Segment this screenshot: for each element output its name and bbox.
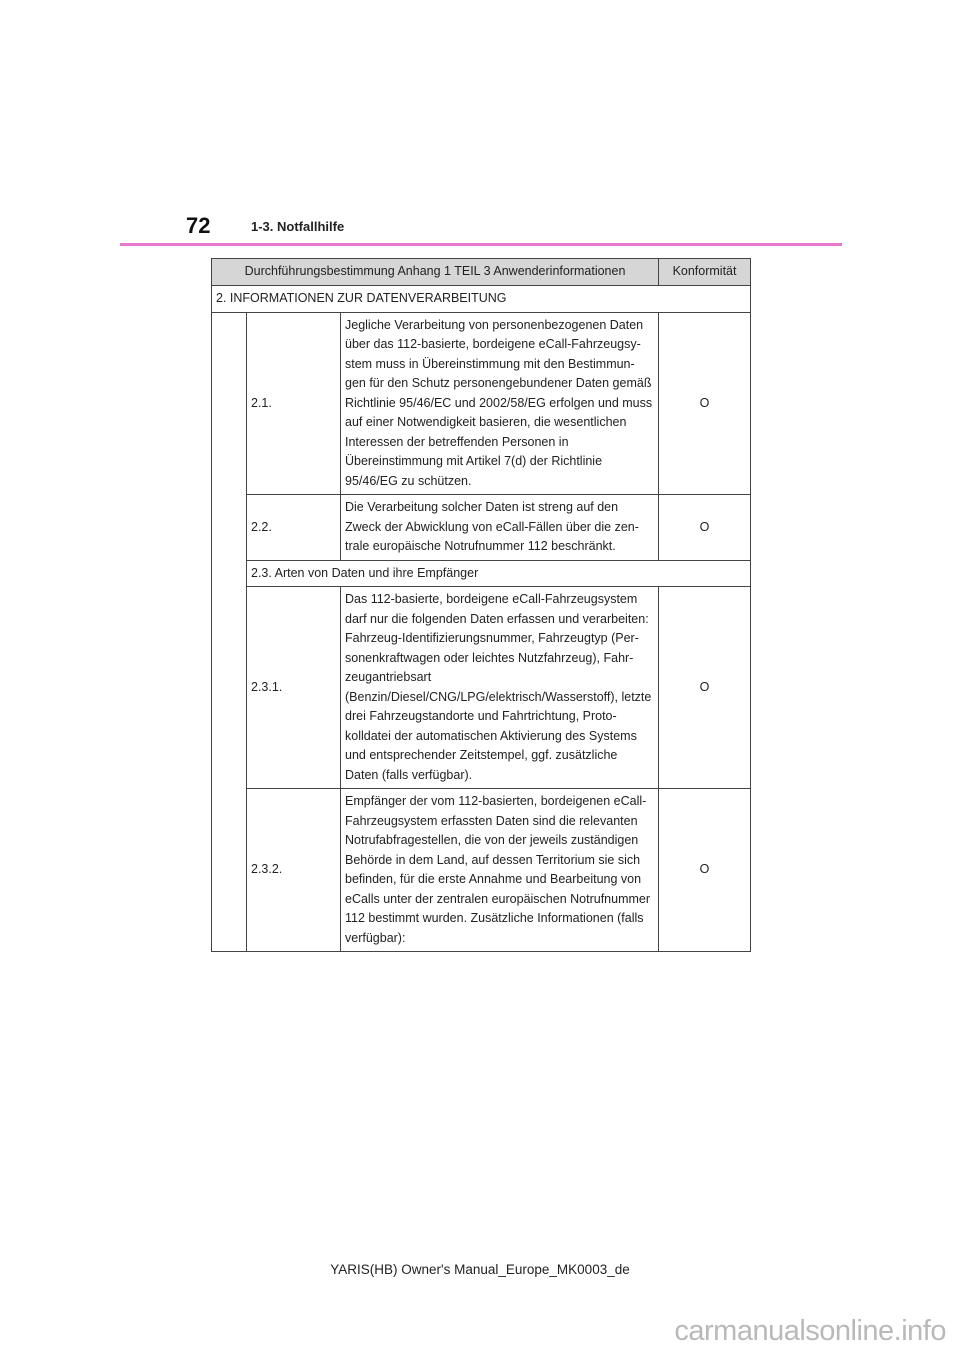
row-text: Empfänger der vom 112-basierten, bordeigenen eCall-Fahrzeugsystem erfassten Daten sind die relevanten Notrufabfragestellen, die von der jeweils zuständigen Behörde in dem Land, auf dessen Territorium sie sich befinden, für die erste Annahme und Bearbeitung von eCalls unter der zentralen europäischen Notrufnummer 112 bestimmt wurden. Zusätzliche Informationen (falls verfügbar):: [341, 789, 659, 952]
column-header-conformity: Konformität: [659, 259, 751, 286]
row-conformity: O: [659, 789, 751, 952]
header-divider: [120, 243, 842, 246]
row-conformity: O: [659, 587, 751, 789]
table-row: [212, 789, 751, 952]
table-row: [212, 495, 751, 561]
subsection-heading-2-3: 2.3. Arten von Daten und ihre Empfänger: [247, 560, 751, 587]
row-text: Die Verarbeitung solcher Daten ist streng auf den Zweck der Abwicklung von eCall-Fällen über die zen-trale europäische Notrufnummer 112 beschränkt.: [341, 495, 659, 561]
section-row: [212, 286, 751, 313]
table-row: [212, 312, 751, 495]
row-number: 2.2.: [247, 495, 341, 561]
manual-footer: YARIS(HB) Owner's Manual_Europe_MK0003_de: [330, 1262, 630, 1277]
subsection-row: [212, 560, 751, 587]
row-number: 2.1.: [247, 312, 341, 495]
row-text: Jegliche Verarbeitung von personenbezogenen Daten über das 112-basierte, bordeigene eCall-Fahrzeugsy-stem muss in Übereinstimmung mit den Bestimmun-gen für den Schutz personengebundener Daten gemäß Richtlinie 95/46/EC und 2002/58/EG erfolgen und muss auf einer Notwendigkeit basieren, die wesentlichen Interessen der betreffenden Personen in Übereinstimmung mit Artikel 7(d) der Richtlinie 95/46/EG zu schützen.: [341, 312, 659, 495]
row-conformity: O: [659, 312, 751, 495]
table-row: [212, 587, 751, 789]
row-number: 2.3.2.: [247, 789, 341, 952]
section-heading-2: 2. INFORMATIONEN ZUR DATENVERARBEITUNG: [212, 286, 751, 313]
section-title: 1-3. Notfallhilfe: [251, 219, 345, 234]
column-header-requirement: Durchführungsbestimmung Anhang 1 TEIL 3 Anwenderinformationen: [212, 259, 659, 286]
table-header-row: [212, 259, 751, 286]
page-number: 72: [186, 213, 211, 238]
requirements-table: [211, 258, 751, 952]
row-text: Das 112-basierte, bordeigene eCall-Fahrzeugsystem darf nur die folgenden Daten erfassen und verarbeiten: Fahrzeug-Identifizierungsnummer, Fahrzeugtyp (Per-sonenkraftwagen oder leichtes Nutzfahrzeug), Fahr-zeugantriebsart (Benzin/Diesel/CNG/LPG/elektrisch/Wasserstoff), letzte drei Fahrzeugstandorte und Fahrtrichtung, Proto-kolldatei der automatischen Aktivierung des Systems und entsprechender Zeitstempel, ggf. zusätzliche Daten (falls verfügbar).: [341, 587, 659, 789]
row-number: 2.3.1.: [247, 587, 341, 789]
watermark: carmanualsonline.info: [674, 1315, 946, 1347]
row-conformity: O: [659, 495, 751, 561]
indent-cell: [212, 312, 247, 952]
